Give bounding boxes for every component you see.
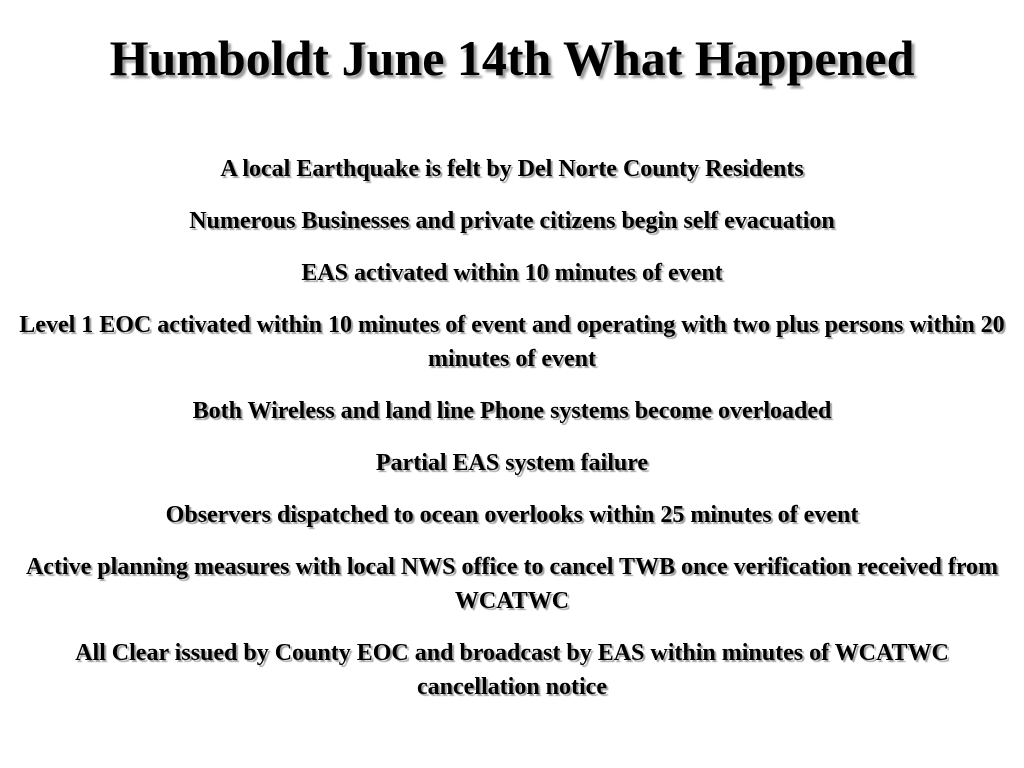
bullet-item: Observers dispatched to ocean overlooks within 25 minutes of event: [165, 502, 859, 528]
bullet-list: [14, 152, 1010, 722]
bullet-item: Partial EAS system failure: [375, 450, 649, 476]
bullet-item: Numerous Businesses and private citizens begin self evacuation: [189, 208, 835, 234]
bullet-item: Active planning measures with local NWS office to cancel TWB once verification received from WCATWC: [25, 554, 999, 614]
bullet-item: Both Wireless and land line Phone systems become overloaded: [192, 398, 832, 424]
bullet-item: EAS activated within 10 minutes of event: [301, 260, 723, 286]
bullet-item: Level 1 EOC activated within 10 minutes of event and operating with two plus persons within 20 minutes of event: [19, 312, 1005, 372]
bullet-item: A local Earthquake is felt by Del Norte County Residents: [220, 156, 804, 182]
slide-title: Humboldt June 14th What Happened: [109, 30, 915, 86]
bullet-item: All Clear issued by County EOC and broadcast by EAS within minutes of WCATWC cancellation notice: [75, 640, 949, 700]
